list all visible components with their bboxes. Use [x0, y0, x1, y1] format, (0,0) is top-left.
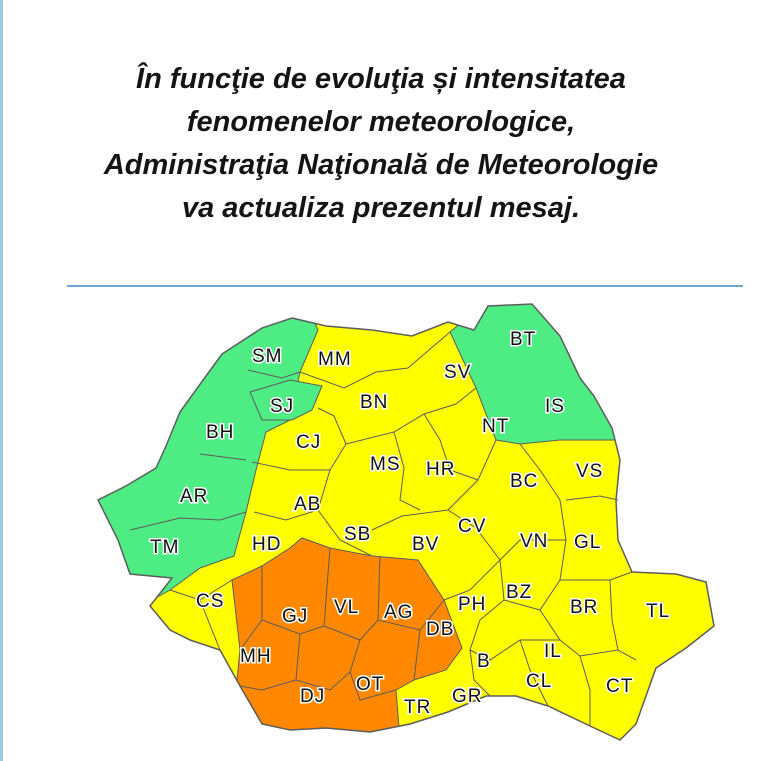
- label-bz: BZ: [506, 582, 533, 603]
- label-ot: OT: [356, 674, 385, 695]
- label-bn: BN: [360, 392, 389, 413]
- message-line-4: va actualiza prezentul mesaj.: [181, 192, 581, 224]
- label-ct: CT: [606, 676, 634, 697]
- label-il: IL: [544, 641, 562, 662]
- county-regions: [80, 290, 740, 760]
- label-vn: VN: [520, 531, 549, 552]
- label-mh: MH: [240, 646, 272, 667]
- message-line-2: fenomenelor meteorologice,: [186, 106, 576, 138]
- label-gj: GJ: [282, 606, 309, 627]
- label-tm: TM: [150, 537, 180, 558]
- label-ag: AG: [384, 602, 414, 623]
- label-gr: GR: [452, 686, 483, 707]
- label-hd: HD: [252, 534, 282, 555]
- label-vs: VS: [576, 461, 604, 482]
- label-bh: BH: [206, 422, 235, 443]
- label-mm: MM: [318, 349, 352, 370]
- label-dj: DJ: [300, 686, 326, 707]
- message-line-3: Administraţia Naţională de Meteorologie: [103, 149, 659, 181]
- label-sb: SB: [344, 524, 372, 545]
- label-vl: VL: [334, 597, 360, 618]
- label-is: IS: [545, 396, 565, 417]
- label-nt: NT: [482, 416, 510, 437]
- label-bt: BT: [510, 329, 537, 350]
- label-cs: CS: [196, 591, 225, 612]
- label-cl: CL: [526, 671, 553, 692]
- label-ph: PH: [458, 594, 487, 615]
- label-bv: BV: [412, 534, 440, 555]
- label-br: BR: [570, 597, 599, 618]
- label-sv: SV: [444, 362, 472, 383]
- message-line-1: În funcţie de evoluţia și intensitatea: [136, 63, 626, 95]
- label-cj: CJ: [296, 432, 322, 453]
- label-cv: CV: [458, 516, 487, 537]
- label-ar: AR: [180, 486, 209, 507]
- label-hr: HR: [426, 459, 456, 480]
- label-bc: BC: [510, 471, 539, 492]
- label-db: DB: [426, 619, 455, 640]
- label-ms: MS: [370, 454, 401, 475]
- label-sj: SJ: [270, 396, 295, 417]
- label-gl: GL: [574, 532, 602, 553]
- label-tl: TL: [646, 601, 671, 622]
- label-sm: SM: [252, 346, 283, 367]
- label-tr: TR: [404, 697, 432, 718]
- label-b: B: [477, 651, 491, 672]
- label-ab: AB: [294, 494, 322, 515]
